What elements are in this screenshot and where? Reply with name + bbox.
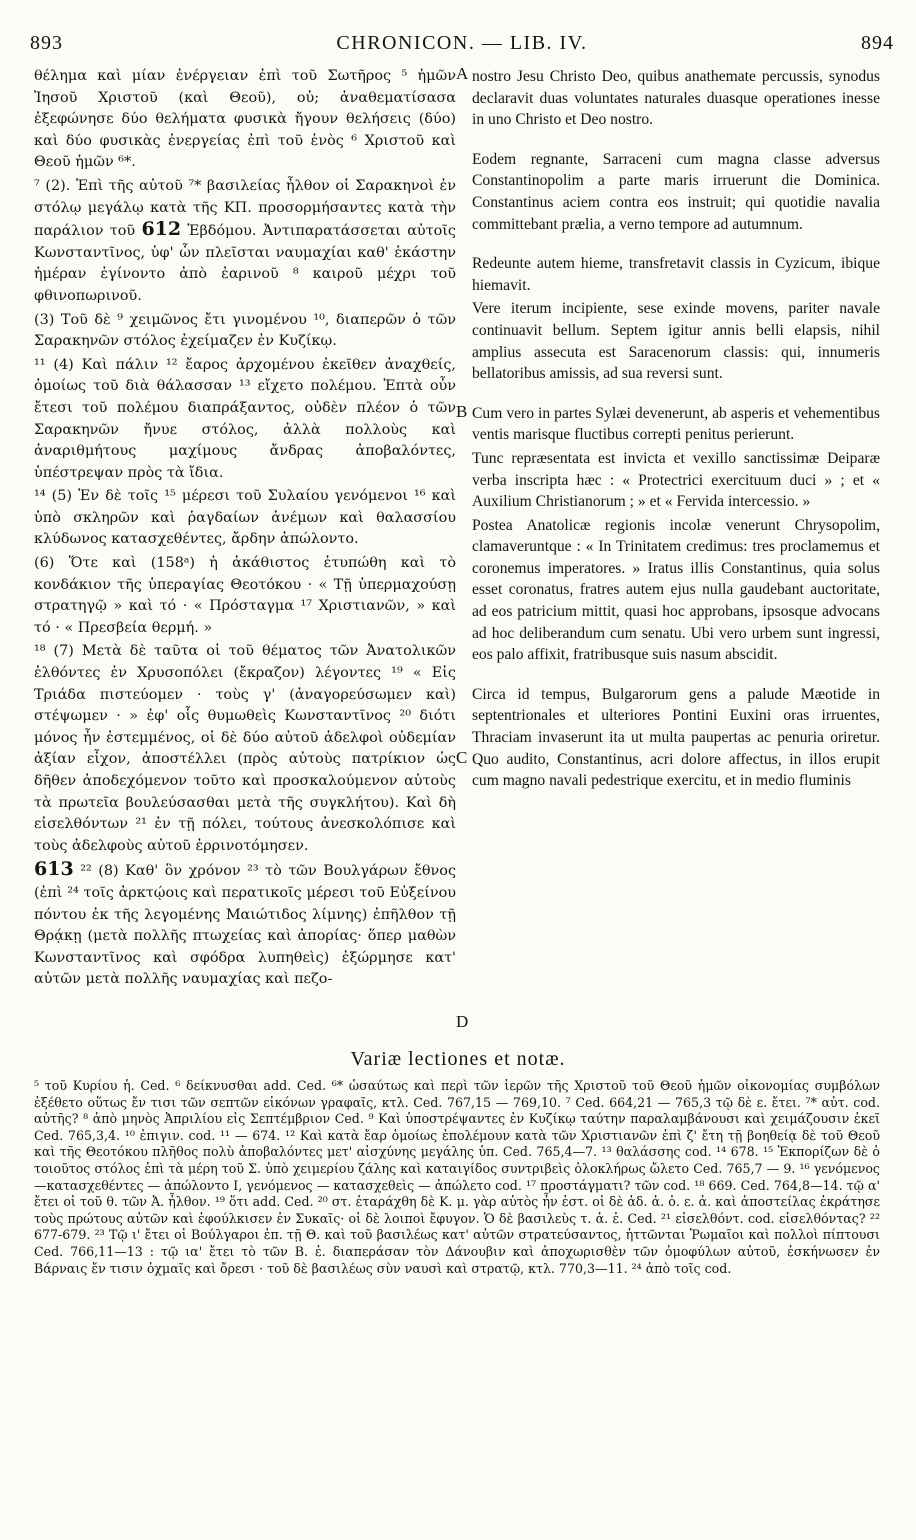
greek-paragraph-2a: ⁷ (2). Ἐπὶ τῆς αὐτοῦ ⁷* βασιλείας ἦλθον οἱ Σαρακηνοὶ ἐν στόλῳ μεγάλῳ κατὰ τῆς ΚΠ. προσορμήσαντες κατὰ τὴν παράλιον τοῦ — [34, 177, 456, 240]
greek-paragraph-3: (3) Τοῦ δὲ ⁹ χειμῶνος ἔτι γινομένου ¹⁰, διαπερῶν ὁ τῶν Σαρακηνῶν στόλος ἐχείμαζεν ἐν Κυζίκῳ. — [34, 311, 456, 350]
greek-paragraph-1: θέλημα καὶ μίαν ἐνέργειαν ἐπὶ τοῦ Σωτῆρος ⁵ ἡμῶν Ἰησοῦ Χριστοῦ (καὶ Θεοῦ), οὐ; ἀναθεματίσασα ἐξεφώνησε δύο θελήματα φυσικὰ ἤγουν θελήσεις (δύο) καὶ δύο φυσικὰς ἐνεργείας ἐπὶ τοῦ ἑνὸς ⁶ Χριστοῦ καὶ Θεοῦ ἡμῶν ⁶*. — [34, 68, 456, 171]
variant-readings-notes — [34, 1078, 880, 1277]
greek-paragraph-8-text: ²² (8) Καθ' ὃν χρόνον ²³ τὸ τῶν Βουλγάρων ἔθνος (ἐπὶ ²⁴ τοῖς ἀρκτῴοις καὶ περατικοῖς μέρεσι τοῦ Εὐξείνου πόντου ἐκ τῆς λεγομένης Μαιώτιδος λίμνης) ἐπῆλθον τῇ Θρᾴκῃ (μετὰ πολλῆς πτωχείας καὶ ἀπορίας· ὅπερ μαθὼν Κωνσταντῖνος καὶ σφόδρα λυπηθεὶς) ἐξώρμησε κατ' αὐτῶν μετὰ πολλῆς ναυμαχίας καὶ πεζο- — [34, 863, 456, 988]
latin-paragraph-3: Redeunte autem hieme, transfretavit classis in Cyzicum, ibique hiemavit. — [472, 255, 880, 294]
greek-paragraph-7: ¹⁸ (7) Μετὰ δὲ ταῦτα οἱ τοῦ θέματος τῶν Ἀνατολικῶν ἐλθόντες ἐν Χρυσοπόλει (ἔκραζον) λέγοντες ¹⁹ « Εἰς Τριάδα πιστεύομεν · τοὺς γ' (ἀναγορεύσωμεν καὶ) στέψωμεν · » ἐφ' οἷς θυμωθεὶς Κωνσταντῖνος ²⁰ διότι μόνος ἦν ἐστεμμένος, οἱ δὲ δύο αὐτοῦ ἀδελφοὶ οὐδεμίαν ἀξίαν εἶχον, ἀποστέλλει (πρὸς αὐτοὺς πατρίκιον ὡς δῆθεν ἀποδεχόμενον τοῦτο καὶ προσκαλούμενον αὐτοὺς τὰ πρωτεῖα βουλεύσασθαι μετὰ τῆς συγκλήτου). Καὶ δὴ εἰσελθόντων ²¹ ἐν τῇ πόλει, τούτους ἀνεσκολόπισε καὶ τοὺς ἀδελφοὺς αὐτοῦ ἐρρινοτόμησεν. — [34, 643, 456, 854]
section-marker-a: A — [456, 64, 469, 83]
greek-paragraph-8 — [34, 859, 456, 991]
page-number-left: 893 — [30, 32, 63, 54]
page-number-right: 894 — [860, 32, 894, 54]
margin-number-612: 612 — [141, 218, 182, 241]
section-marker-d: D — [456, 1012, 469, 1031]
latin-paragraph-8: Circa id tempus, Bulgarorum gens a palude Mæotide in septentrionales et ulteriores Pontini Euxini oras irruentes, Thraciam invaserunt ita ut multa paupertas ac penuria oriretur. Quo audito, Constantinus, acri dolore affectus, in illos erupit cum magno navali pedestrique exercitu, et in medio fluminis — [472, 685, 880, 790]
notes-heading: Variæ lectiones et notæ. — [350, 1048, 566, 1070]
greek-paragraph-6: (6) Ὅτε καὶ (158ᵃ) ἡ ἀκάθιστος ἐτυπώθη καὶ τὸ κονδάκιον τῆς ὑπεραγίας Θεοτόκου · « Τῇ ὑπερμαχούσῃ στρατηγῷ » καὶ τό · « Πρόσταγμα ¹⁷ Χριστιανῶν, » καὶ τό · « Πρεσβεία θερμή. » — [34, 555, 456, 636]
latin-paragraph-5: Cum vero in partes Sylæi devenerunt, ab asperis et vehementibus ventis marisque fluctibus correpti penitus perierunt. — [472, 404, 880, 444]
latin-paragraph-1: nostro Jesu Christo Deo, quibus anathemate percussis, synodus declaravit duas voluntates naturales duasque operationes inesse in uno Christo et Deo nostro. — [472, 68, 880, 129]
latin-column — [472, 66, 880, 792]
running-title: CHRONICON. — LIB. IV. — [336, 32, 588, 54]
latin-paragraph-4: Vere iterum incipiente, sese exinde movens, pariter navale continuavit bellum. Septem igitur annis belli elapsis, nihil amplius assecuta est Saracenorum classis: qui, innumeris bellatoribus amissis, ad sua reversi sunt. — [472, 300, 880, 383]
latin-paragraph-2: Eodem regnante, Sarraceni cum magna classe adversus Constantinopolim a parte maris irruerunt die Dominica. Constantinus aciem contra eos instruit; qui quotidie navalia committebant prælia, a verno tempore ad autumnum. — [472, 150, 880, 233]
notes-text: ⁵ τοῦ Κυρίου ἡ. Ced. ⁶ δείκνυσθαι add. Ced. ⁶* ὡσαύτως καὶ περὶ τῶν ἱερῶν τῆς Χριστοῦ τοῦ Θεοῦ ἡμῶν οἰκονομίας συμβόλων ἐξέθετο οὕτως ἔν τισι τῶν σεπτῶν εἰκόνων γραφαῖς, κτλ. Ced. 767,15 — 769,10. ⁷ Ced. 664,21 — 765,3 τῷ δὲ ε. ἔτει. ⁷* αὐτ. cod. αὐτῆς? ⁸ ἀπὸ μηνὸς Ἀπριλίου εἰς Σεπτέμβριον Ced. ⁹ Καὶ ὑποστρέψαντες ἐν Κυζίκῳ ταύτην παραλαμβάνουσι καὶ χειμάζουσιν ἐκεῖ Ced. 765,3,4. ¹⁰ ἐπιγιν. cod. ¹¹ — 674. ¹² Καὶ κατὰ ἔαρ ὁμοίως ἐπολέμουν κατὰ τῶν Χριστιανῶν ἐπὶ ζ' ἔτη τῇ βοηθείᾳ δὲ τοῦ Θεοῦ καὶ τῆς Θεοτόκου πλῆθος πολὺ ἀποβαλόντες μετ' αἰσχύνης μεγάλης ὑπ. Ced. 765,4—7. ¹³ θαλάσσης cod. ¹⁴ 678. ¹⁵ Ἐκπορίζων δὲ ὁ τοιοῦτος στόλος ἐπὶ τὰ μέρη τοῦ Σ. ὑπὸ χειμερίου ζάλης καὶ καταιγίδος συντριβεὶς ὁλοκλήρως ὤλετο Ced. 765,7 — 9. ¹⁶ γενόμενος —κατασχεθέντες — ἀπώλοντο I, γενόμενος — κατασχεθεὶς — ἀπώλετο cod. ¹⁷ προστάγματι? τῶν cod. ¹⁸ 669. Ced. 764,8—14. τῷ α' ἔτει οἱ τοῦ θ. τῶν Ἀ. ἦλθον. ¹⁹ ὅτι add. Ced. ²⁰ στ. ἐταράχθη δὲ Κ. μ. γὰρ αὐτὸς ἦν ἐστ. οἱ δὲ ἀδ. ἀ. ὁ. ε. ἀ. καὶ ἀποστείλας ἐκράτησε τοὺς πρώτους αὐτῶν καὶ ἐφούλκισεν ἐν Συκαῖς· οἱ δὲ λοιποὶ ἔφυγον. Ὁ δὲ βασιλεὺς τ. ἀ. ἐ. Ced. ²¹ εἰσελθόντ. cod. εἰσελθόντας? ²² 677-679. ²³ Τῷ ι' ἔτει οἱ Βούλγαροι ἐπ. τῇ Θ. καὶ τοῦ βασιλέως κατ' αὐτῶν στρατεύσαντος, ἡττῶνται Ῥωμαῖοι καὶ πολλοὶ πίπτουσι Ced. 766,11—13 : τῷ ια' ἔτει τὸ τῶν Β. ἐ. διαπεράσαν τὸν Δάνουβιν καὶ ἀποχωρισθὲν τῶν ὁμοφύλων αὐτοῦ, ἐσκήνωσεν ἐν Βάρναις ἔν τισιν ὀχμαῖς καὶ ὄρεσι · τοῦ δὲ βασιλέως σὺν ναυσὶ καὶ στρατῷ, κτλ. 770,3—11. ²⁴ ἀπὸ τοῖς cod. — [34, 1078, 880, 1276]
greek-paragraph-5: ¹⁴ (5) Ἐν δὲ τοῖς ¹⁵ μέρεσι τοῦ Συλαίου γενόμενοι ¹⁶ καὶ ὑπὸ σκληρῶν καὶ ῥαγδαίων ἀνέμων καὶ θαλασσίου κλύδωνος κατασχεθέντες, ἄρδην ἀπώλοντο. — [34, 488, 456, 548]
running-header — [30, 32, 894, 62]
margin-number-613: 613 — [34, 858, 74, 881]
greek-column — [34, 66, 456, 991]
section-marker-b: B — [456, 402, 468, 421]
greek-paragraph-2b: Ἑβδόμου. Ἀντιπαρατάσσεται αὐτοῖς Κωνσταντῖνος, ὑφ' ὧν πλεῖσται ναυμαχίαι καθ' ἑκάστην ἡμέραν ἐγίνοντο ἀπὸ ἐαρινοῦ ⁸ καιροῦ μέχρι τοῦ φθινοπωρινοῦ. — [34, 223, 456, 304]
greek-paragraph-2 — [34, 176, 456, 308]
greek-paragraph-4: ¹¹ (4) Καὶ πάλιν ¹² ἔαρος ἀρχομένου ἐκεῖθεν ἀναχθείς, ὁμοίως τοῦ διὰ θάλασσαν ¹³ εἴχετο πολέμου. Ἑπτὰ οὖν ἔτεσι τοῦ πολέμου διαπράξαντος, οὐδὲν πλέον ὁ τῶν Σαρακηνῶν ἤνυε στόλος, ἀλλὰ πολλοὺς καὶ ἀναριθμήτους μαχίμους ἄνδρας ἀποβαλόντες, ὑπέστρεψαν πρὸς τὰ ἴδια. — [34, 356, 456, 481]
latin-paragraph-7: Postea Anatolicæ regionis incolæ venerunt Chrysopolim, clamaveruntque : « In Trinitatem credimus: tres proclamemus et coronemus imperatores. » Iratus illis Constantinus, quia solus esset coronatus, fratres autem ejus nulla gaudebant auctoritate, ad eos patricium mittit, quasi hoc approbans, ipsosque advocans ad hoc deliberandum cum senatu. Ubi vero urbem sunt ingressi, eos palo affixit, fratribusque suis nasum abscidit. — [472, 516, 880, 664]
latin-paragraph-6: Tunc repræsentata est invicta et vexillo sanctissimæ Deiparæ verba inscripta hæc : « Protectrici exercituum duci » ; et « Auxilium Christianorum ; » et « Fervida intercessio. » — [472, 449, 880, 511]
section-marker-c: C — [456, 748, 468, 767]
